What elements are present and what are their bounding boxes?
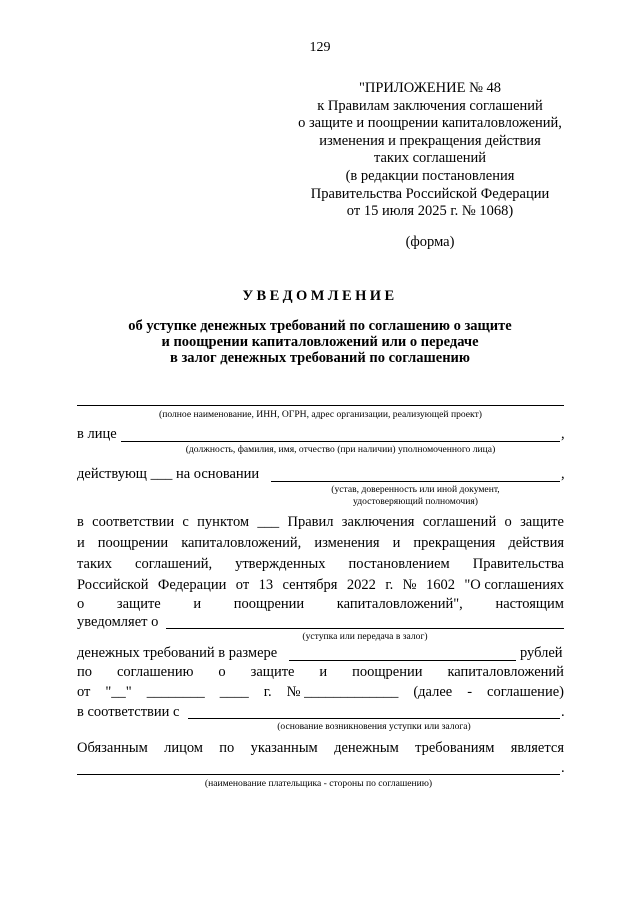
subtitle-line: и поощрении капиталовложений или о передаче (161, 334, 479, 351)
word: денежным (334, 740, 399, 756)
appendix-line: (в редакции постановления (345, 167, 515, 184)
word: поощрении (233, 596, 305, 612)
accordance-label: в соответствии с (77, 704, 180, 720)
word: защите (250, 664, 295, 680)
period: . (561, 760, 565, 776)
payer-caption: (наименование плательщика - стороны по соглашению) (204, 778, 433, 789)
word: является (510, 740, 564, 756)
word: по (77, 664, 93, 680)
word: таких (77, 556, 113, 572)
word: постановлением (348, 556, 450, 572)
word: ___ (257, 514, 280, 530)
word: № _____________ (286, 684, 399, 700)
word: соглашений (422, 514, 497, 530)
word: от (77, 684, 91, 700)
word: 2022 (346, 577, 376, 593)
word: соглашение) (487, 684, 564, 700)
comma: , (561, 426, 565, 442)
word: и (193, 596, 202, 612)
payer-line (77, 774, 560, 775)
word: пунктом (197, 514, 250, 530)
word: по (219, 740, 235, 756)
comma: , (561, 466, 565, 482)
word: Федерации (157, 577, 227, 593)
paragraph-line (77, 514, 564, 531)
word: капиталовложений", (336, 596, 463, 612)
word: г. (385, 577, 394, 593)
subtitle-line: в залог денежных требований по соглашению (169, 350, 470, 367)
word: соответствии (92, 514, 175, 530)
appendix-line: от 15 июля 2025 г. № 1068) (346, 203, 514, 220)
word: "__" (105, 684, 132, 700)
word: поощрении (97, 535, 169, 551)
word: действия (508, 535, 564, 551)
form-label: (форма) (405, 234, 455, 250)
word: о (77, 596, 85, 612)
appendix-line: изменения и прекращения действия (319, 132, 541, 149)
appendix-line: таких соглашений (373, 150, 487, 167)
claims-amount-label: денежных требований в размере (77, 645, 278, 661)
word: указанным (250, 740, 318, 756)
basis-caption: (устав, доверенность или иной документ, (331, 484, 500, 495)
word: в (77, 514, 84, 530)
person-caption: (должность, фамилия, имя, отчество (при наличии) уполномоченного лица) (185, 444, 496, 455)
word: - (467, 684, 473, 700)
word: защите (116, 596, 161, 612)
word: Правил (287, 514, 334, 530)
word: № (402, 577, 417, 593)
word: ____ (219, 684, 249, 700)
word: капиталовложений (447, 664, 564, 680)
word: и (392, 535, 401, 551)
appendix-line: "ПРИЛОЖЕНИЕ № 48 (358, 80, 502, 96)
word: лицом (164, 740, 203, 756)
word: о (504, 514, 512, 530)
appendix-line: о защите и поощрении капиталовложений, (298, 115, 562, 132)
word: (далее (413, 684, 453, 700)
word: настоящим (495, 596, 564, 612)
in-person-label: в лице (77, 426, 117, 442)
word: защите (520, 514, 564, 530)
appendix-header (280, 80, 580, 221)
assignment-caption: (уступка или передача в залог) (302, 631, 428, 642)
basis-caption: удостоверяющий полномочия) (353, 496, 478, 507)
word: утвержденных (235, 556, 326, 572)
word: Российской (77, 577, 149, 593)
word: "О соглашениях (464, 577, 564, 593)
word: Обязанным (77, 740, 148, 756)
origin-caption: (основание возникновения уступки или залога) (277, 721, 471, 732)
document-subtitle (0, 318, 640, 367)
paragraph-line (77, 556, 564, 573)
word: сентября (282, 577, 338, 593)
word: капиталовложений, (181, 535, 302, 551)
word: требованиям (415, 740, 495, 756)
org-caption: (полное наименование, ИНН, ОГРН, адрес организации, реализующей проект) (159, 409, 482, 420)
rubles-label: рублей (520, 645, 563, 661)
word: соглашений, (135, 556, 213, 572)
word: и (319, 664, 328, 680)
appendix-line: Правительства Российской Федерации (310, 185, 550, 202)
paragraph-line (77, 596, 564, 613)
acting-label: действующ ___ на основании (77, 466, 260, 482)
subtitle-line: об уступке денежных требований по соглашению о защите (128, 318, 512, 334)
origin-line (188, 718, 560, 719)
assignment-line (166, 628, 564, 629)
notifies-label: уведомляет о (77, 614, 159, 630)
word: прекращения (413, 535, 496, 551)
word: г. (263, 684, 272, 700)
word: ________ (146, 684, 205, 700)
word: о (218, 664, 226, 680)
page-number: 129 (309, 40, 331, 55)
amount-line (289, 660, 516, 661)
word: с (182, 514, 189, 530)
obliged-line (77, 740, 564, 757)
word: 13 (258, 577, 274, 593)
word: поощрении (352, 664, 423, 680)
paragraph-line (77, 535, 564, 552)
word: соглашению (116, 664, 194, 680)
word: Правительства (472, 556, 564, 572)
paragraph-line (77, 577, 564, 594)
document-title: УВЕДОМЛЕНИЕ (242, 288, 398, 304)
org-name-line (77, 405, 564, 406)
word: 1602 (425, 577, 455, 593)
word: изменения (314, 535, 380, 551)
word: заключения (341, 514, 415, 530)
word: и (77, 535, 85, 551)
agreement-line (77, 664, 564, 681)
basis-line (271, 481, 560, 482)
date-line (77, 684, 564, 701)
appendix-line: к Правилам заключения соглашений (317, 97, 543, 114)
person-line (121, 441, 560, 442)
word: от (235, 577, 250, 593)
period: . (561, 704, 565, 720)
